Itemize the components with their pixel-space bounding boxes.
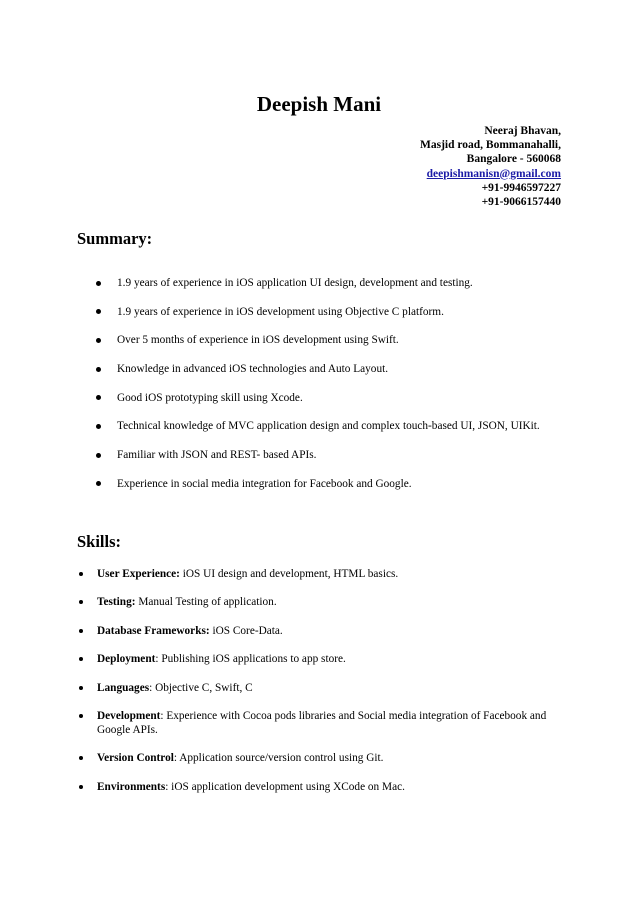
skill-item — [77, 624, 567, 638]
skill-item — [77, 595, 567, 609]
summary-item — [95, 448, 575, 477]
skill-label: Version Control — [97, 752, 174, 765]
summary-item-text: Experience in social media integration for Facebook and Google. — [117, 477, 412, 490]
address-line-2: Masjid road, Bommanahalli, — [420, 139, 561, 152]
skill-label: Deployment — [97, 653, 156, 666]
summary-item — [95, 419, 575, 448]
bullet-icon — [79, 756, 83, 760]
skill-item — [77, 751, 567, 765]
skill-text: Manual Testing of application. — [135, 596, 277, 609]
summary-item — [95, 305, 575, 334]
bullet-icon — [96, 424, 101, 429]
summary-item — [95, 477, 575, 506]
skill-label: Development — [97, 709, 161, 722]
skill-item — [77, 780, 567, 794]
skill-text: : Experience with Cocoa pods libraries and Social media integration of Facebook and Google APIs. — [97, 709, 547, 736]
summary-item-text: Familiar with JSON and REST- based APIs. — [117, 449, 317, 462]
skill-label: Environments — [97, 780, 166, 793]
summary-item-text: Over 5 months of experience in iOS development using Swift. — [117, 334, 399, 347]
bullet-icon — [79, 785, 83, 789]
summary-list — [95, 276, 575, 506]
bullet-icon — [96, 338, 101, 343]
skill-item — [77, 681, 567, 695]
bullet-icon — [79, 600, 83, 604]
summary-heading: Summary: — [77, 229, 153, 248]
phone-2: +91-9066157440 — [481, 196, 561, 209]
summary-item — [95, 333, 575, 362]
skill-item — [77, 709, 567, 737]
address-line-3: Bangalore - 560068 — [466, 153, 561, 166]
summary-item — [95, 391, 575, 420]
skill-text: : Objective C, Swift, C — [149, 681, 253, 694]
summary-item — [95, 276, 575, 305]
bullet-icon — [96, 481, 101, 486]
bullet-icon — [79, 657, 83, 661]
skill-label: Testing: — [97, 596, 136, 609]
summary-item-text: Technical knowledge of MVC application design and complex touch-based UI, JSON, UIKit. — [117, 420, 540, 433]
bullet-icon — [96, 281, 101, 286]
summary-item — [95, 362, 575, 391]
skills-heading: Skills: — [77, 532, 122, 551]
skill-text: : Publishing iOS applications to app store. — [155, 653, 346, 666]
bullet-icon — [79, 572, 83, 576]
bullet-icon — [96, 395, 101, 400]
candidate-name: Deepish Mani — [256, 92, 382, 116]
contact-block — [420, 124, 561, 209]
summary-item-text: 1.9 years of experience in iOS development using Objective C platform. — [117, 305, 444, 318]
bullet-icon — [96, 309, 101, 314]
skill-text: : iOS application development using XCode on Mac. — [165, 780, 405, 793]
skill-item — [77, 652, 567, 666]
bullet-icon — [79, 629, 83, 633]
skill-item — [77, 567, 567, 581]
skill-label: Database Frameworks: — [97, 624, 210, 637]
skill-text: : Application source/version control using Git. — [173, 752, 384, 765]
address-line-1: Neeraj Bhavan, — [484, 125, 561, 137]
summary-item-text: Knowledge in advanced iOS technologies and Auto Layout. — [117, 363, 389, 376]
skill-label: Languages — [97, 681, 150, 694]
bullet-icon — [79, 686, 83, 690]
bullet-icon — [96, 453, 101, 458]
bullet-icon — [96, 367, 101, 372]
skill-text: iOS UI design and development, HTML basics. — [179, 568, 399, 580]
email-link[interactable]: deepishmanisn@gmail.com — [426, 167, 561, 180]
skills-list — [77, 567, 567, 808]
summary-item-text: 1.9 years of experience in iOS application UI design, development and testing. — [117, 277, 473, 289]
skill-text: iOS Core-Data. — [209, 624, 283, 637]
bullet-icon — [79, 714, 83, 718]
summary-item-text: Good iOS prototyping skill using Xcode. — [117, 391, 303, 404]
phone-1: +91-9946597227 — [481, 181, 561, 194]
skill-label: User Experience: — [97, 568, 180, 580]
